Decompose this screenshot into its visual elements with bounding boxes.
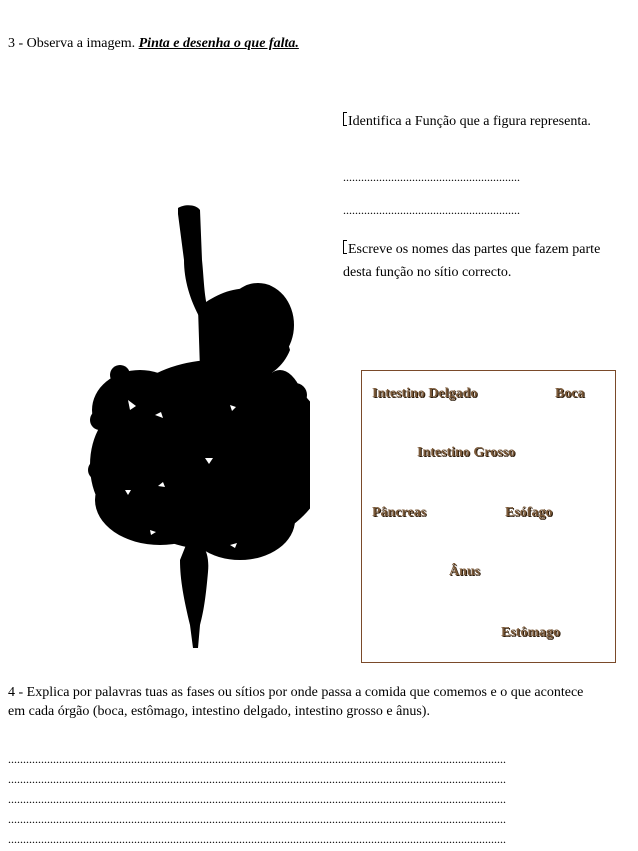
word-estomago[interactable]: Estômago bbox=[501, 625, 561, 640]
write-names-task bbox=[343, 238, 613, 284]
word-anus[interactable]: Ânus bbox=[449, 564, 481, 579]
answer-line-q4-1[interactable]: ...................................................................................................................................................................... bbox=[8, 752, 506, 766]
answer-line-1[interactable]: ........................................................... bbox=[343, 170, 520, 184]
word-esofago[interactable]: Esófago bbox=[505, 505, 553, 520]
identify-function-text: Identifica a Função que a figura representa. bbox=[348, 114, 591, 129]
bullet-box-icon bbox=[343, 112, 347, 126]
word-pancreas[interactable]: Pâncreas bbox=[372, 505, 427, 520]
write-names-text: Escreve os nomes das partes que fazem parte desta função no sítio correcto. bbox=[343, 242, 601, 280]
answer-line-q4-2[interactable]: ...................................................................................................................................................................... bbox=[8, 772, 506, 786]
bullet-box-icon bbox=[343, 240, 347, 254]
question-3-prefix: 3 - Observa a imagem. bbox=[8, 36, 139, 51]
answer-line-2[interactable]: ........................................................... bbox=[343, 203, 520, 217]
question-4-text: 4 - Explica por palavras tuas as fases ou sítios por onde passa a comida que comemos e o que acontece em cada órgão (boca, estômago, intestino delgado, intestino grosso e ânus). bbox=[8, 685, 584, 719]
question-3-instruction: Pinta e desenha o que falta. bbox=[138, 36, 299, 51]
digestive-system-figure bbox=[80, 200, 310, 660]
answer-line-q4-4[interactable]: ...................................................................................................................................................................... bbox=[8, 812, 506, 826]
word-intestino-grosso[interactable]: Intestino Grosso bbox=[417, 445, 516, 460]
digestive-system-silhouette bbox=[80, 200, 310, 660]
identify-function-task bbox=[343, 111, 613, 132]
question-3-heading bbox=[8, 36, 299, 52]
word-intestino-delgado[interactable]: Intestino Delgado bbox=[372, 386, 478, 401]
answer-line-q4-5[interactable]: ...................................................................................................................................................................... bbox=[8, 832, 506, 846]
word-bank-box bbox=[361, 370, 616, 663]
answer-line-q4-3[interactable]: ...................................................................................................................................................................... bbox=[8, 792, 506, 806]
word-boca[interactable]: Boca bbox=[555, 386, 585, 401]
